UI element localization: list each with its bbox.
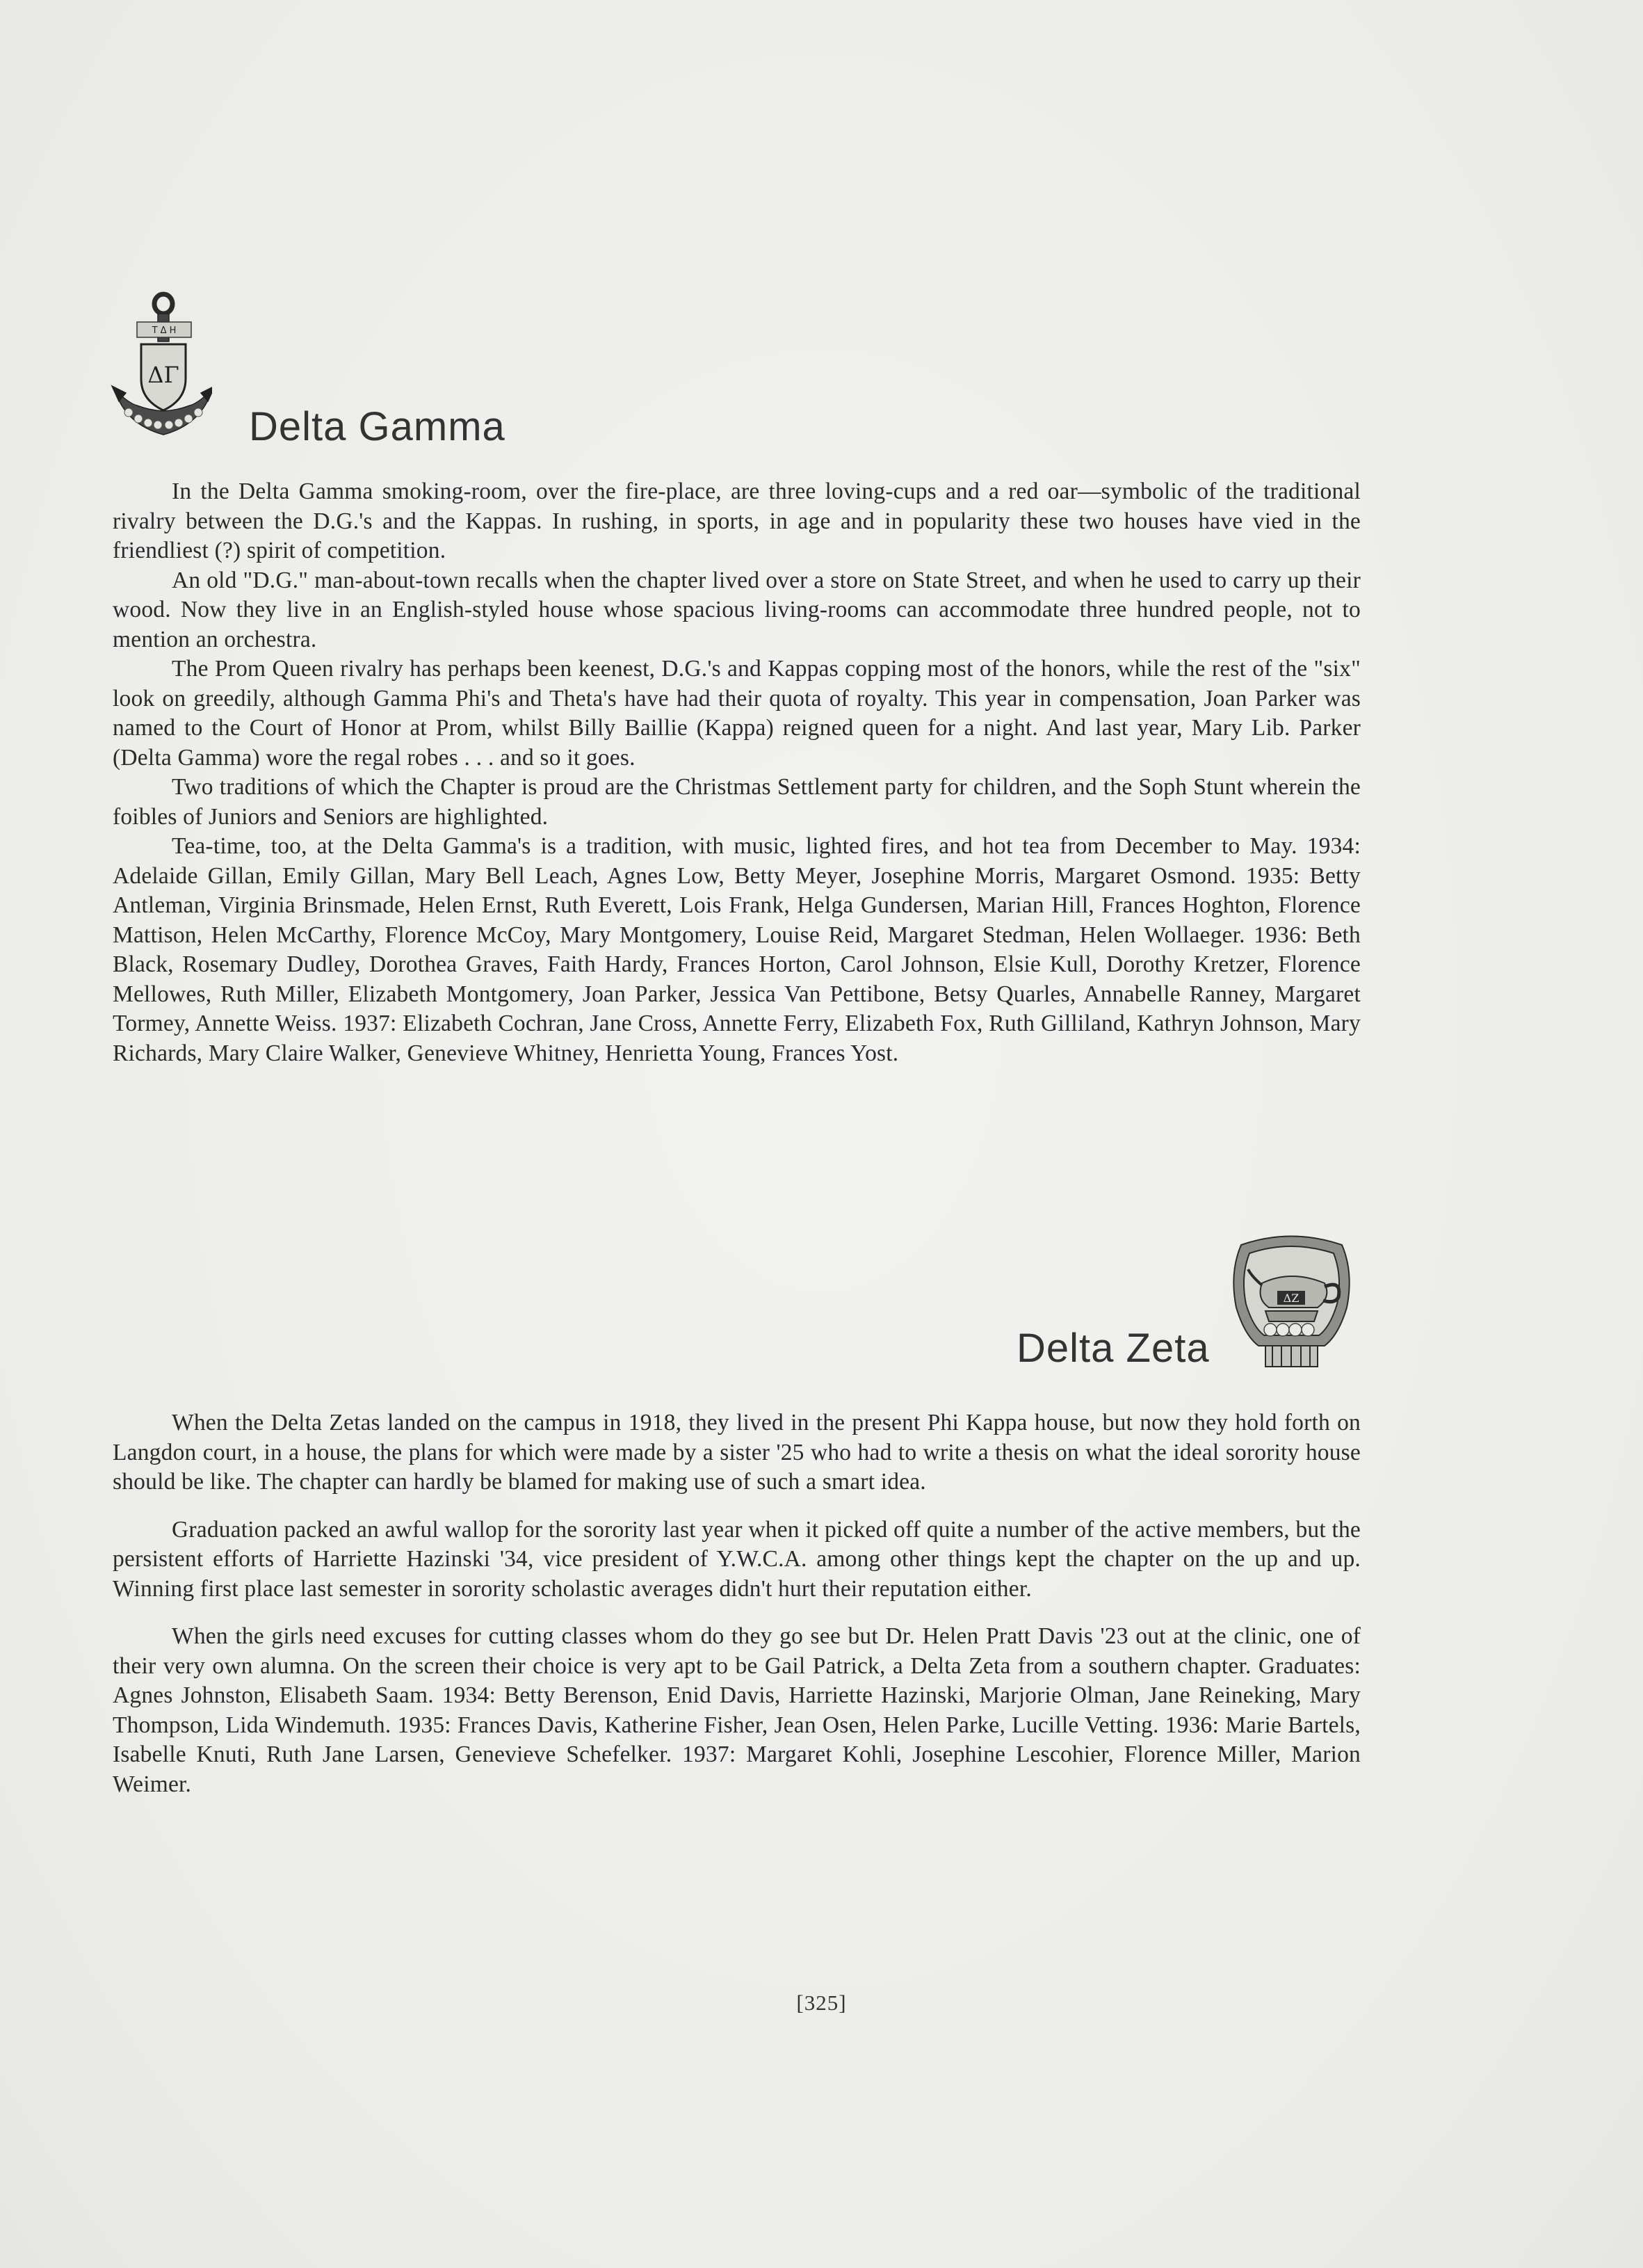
page-number: [325] bbox=[796, 1990, 847, 2015]
delta-gamma-paragraph: Two traditions of which the Chapter is proud are the Christmas Settlement party for children, and the Soph Stunt wherein the foibles of Juniors and Seniors are highlighted. bbox=[113, 774, 1361, 830]
delta-gamma-paragraph: An old "D.G." man-about-town recalls when the chapter lived over a store on State Street, and when he used to carry up their wood. Now they live in an English-styled house whose spacious living-rooms can accommodate three hundred people, not to mention an orchestra. bbox=[113, 567, 1361, 652]
delta-zeta-lamp-crest-icon bbox=[1227, 1231, 1356, 1370]
crest-banner-letters: T Δ H bbox=[152, 325, 177, 336]
delta-zeta-article bbox=[113, 1408, 1361, 1799]
delta-gamma-title: Delta Gamma bbox=[249, 404, 505, 449]
delta-zeta-paragraph: When the girls need excuses for cutting classes whom do they go see but Dr. Helen Pratt Davis '23 out at the clinic, one of their very own alumna. On the screen their choice is very apt to be Gail Patrick, a Delta Zeta from a southern chapter. Graduates: Agnes Johnston, Elisabeth Saam. 1934: Betty Berenson, Enid Davis, Harriette Hazinski, Marjorie Olman, Jane Reineking, Mary Thompson, Lida Windemuth. 1935: Frances Davis, Katherine Fisher, Jean Osen, Helen Parke, Lucille Vetting. 1936: Marie Bartels, Isabelle Knuti, Ruth Jane Larsen, Genevieve Schefelker. 1937: Margaret Kohli, Josephine Lescohier, Florence Miller, Marion Weimer. bbox=[113, 1623, 1361, 1797]
delta-gamma-paragraph: In the Delta Gamma smoking-room, over the fire-place, are three loving-cups and a red oar—symbolic of the traditional rivalry between the D.G.'s and the Kappas. In rushing, in sports, in age and in popularity these two houses have vied in the friendliest (?) spirit of competition. bbox=[113, 478, 1361, 563]
delta-zeta-title: Delta Zeta bbox=[1017, 1326, 1210, 1371]
delta-gamma-paragraph: The Prom Queen rivalry has perhaps been keenest, D.G.'s and Kappas copping most of the honors, while the rest of the "six" look on greedily, although Gamma Phi's and Theta's have had their quota of royalty. This year in compensation, Joan Parker was named to the Court of Honor at Prom, whilst Billy Baillie (Kappa) reigned queen for a night. And last year, Mary Lib. Parker (Delta Gamma) wore the regal robes . . . and so it goes. bbox=[113, 656, 1361, 771]
delta-zeta-paragraph: Graduation packed an awful wallop for the sorority last year when it picked off quite a number of the active members, but the persistent efforts of Harriette Hazinski '34, vice president of Y.W.C.A. among other things kept the chapter on the up and up. Winning first place last semester in sorority scholastic averages didn't hurt their reputation either. bbox=[113, 1516, 1361, 1602]
crest-greek-letters: ΔZ bbox=[1283, 1292, 1300, 1305]
delta-gamma-paragraph: Tea-time, too, at the Delta Gamma's is a tradition, with music, lighted fires, and hot tea from December to May. 1934: Adelaide Gillan, Emily Gillan, Mary Bell Leach, Agnes Low, Betty Meyer, Josephine Morris, Margaret Osmond. 1935: Betty Antleman, Virginia Brinsmade, Helen Ernst, Ruth Everett, Lois Frank, Helga Gundersen, Marian Hill, Frances Hoghton, Florence Mattison, Helen McCarthy, Florence McCoy, Mary Montgomery, Louise Reid, Margaret Stedman, Helen Wollaeger. 1936: Beth Black, Rosemary Dudley, Dorothea Graves, Faith Hardy, Frances Horton, Carol Johnson, Elsie Kull, Dorothy Kretzer, Florence Mellowes, Ruth Miller, Elizabeth Montgomery, Joan Parker, Jessica Van Pettibone, Betsy Quarles, Annabelle Ranney, Margaret Tormey, Annette Weiss. 1937: Elizabeth Cochran, Jane Cross, Annette Ferry, Elizabeth Fox, Ruth Gilliland, Kathryn Johnson, Mary Richards, Mary Claire Walker, Genevieve Whitney, Henrietta Young, Frances Yost. bbox=[113, 833, 1361, 1066]
delta-gamma-article bbox=[113, 477, 1361, 1068]
delta-gamma-anchor-crest-icon bbox=[108, 289, 212, 452]
crest-greek-letters: ΔΓ bbox=[147, 362, 179, 388]
delta-zeta-paragraph: When the Delta Zetas landed on the campus in 1918, they lived in the present Phi Kappa house, but now they hold forth on Langdon court, in a house, the plans for which were made by a sister '25 who had to write a thesis on what the ideal sorority house should be like. The chapter can hardly be blamed for making use of such a smart idea. bbox=[113, 1410, 1361, 1495]
